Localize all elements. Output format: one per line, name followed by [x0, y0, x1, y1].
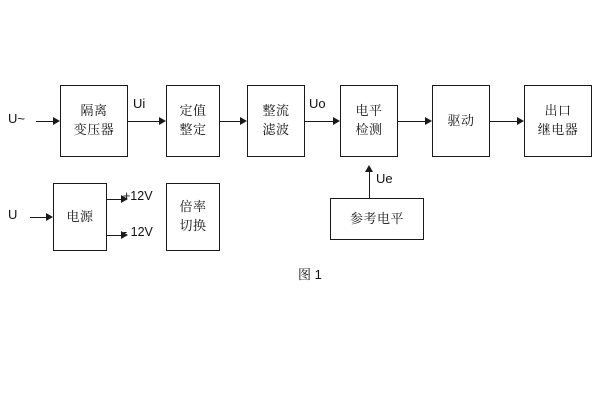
connector-level-to-drive	[398, 121, 425, 122]
block-reference-level	[330, 198, 424, 240]
block-line: 参考电平	[349, 210, 404, 226]
arrow-head	[53, 117, 60, 125]
connector-setting-to-rectify	[220, 121, 240, 122]
connector-input-to-isolation	[36, 121, 53, 122]
arrow-head	[425, 117, 432, 125]
block-line: 电平	[355, 103, 383, 119]
block-level-detect	[340, 85, 398, 157]
label-plus-12v: +12V	[123, 189, 153, 203]
label-ui: Ui	[133, 96, 146, 111]
arrow-head	[46, 213, 53, 221]
connector-reference-to-level	[369, 172, 370, 198]
arrow-head	[159, 117, 166, 125]
block-line: 驱动	[447, 112, 475, 128]
block-drive	[432, 85, 490, 157]
label-input-dc: U	[8, 207, 18, 222]
block-line: 滤波	[262, 122, 290, 137]
block-multiplier-switch	[166, 183, 220, 251]
block-line: 出口	[544, 103, 572, 119]
connector-power-plus12v	[107, 199, 121, 200]
connector-drive-to-relay	[490, 121, 517, 122]
block-isolation-transformer	[60, 85, 128, 157]
block-line: 变压器	[73, 122, 115, 137]
label-input-ac: U~	[8, 111, 25, 126]
connector-isolation-to-setting	[128, 121, 159, 122]
arrow-head	[365, 165, 373, 172]
block-line: 定值	[179, 103, 207, 119]
block-line: 切换	[179, 218, 207, 233]
block-line: 整流	[262, 103, 290, 119]
block-line: 整定	[179, 122, 207, 137]
block-setting-value	[166, 85, 220, 157]
block-output-relay	[524, 85, 592, 157]
block-line: 继电器	[537, 122, 579, 137]
block-rectify-filter	[247, 85, 305, 157]
connector-power-minus12v	[107, 235, 121, 236]
connector-rectify-to-level	[305, 121, 333, 122]
block-line: 隔离	[80, 103, 108, 119]
figure-caption: 图 1	[298, 267, 322, 282]
block-power-supply	[53, 183, 107, 251]
label-minus-12v: - 12V	[123, 225, 153, 239]
block-line: 电源	[66, 208, 94, 224]
block-line: 倍率	[179, 199, 207, 215]
arrow-head	[240, 117, 247, 125]
label-ue: Ue	[376, 171, 393, 186]
block-line: 检测	[355, 122, 383, 137]
arrow-head	[333, 117, 340, 125]
arrow-head	[517, 117, 524, 125]
label-uo: Uo	[309, 96, 326, 111]
connector-input-to-power	[30, 217, 46, 218]
